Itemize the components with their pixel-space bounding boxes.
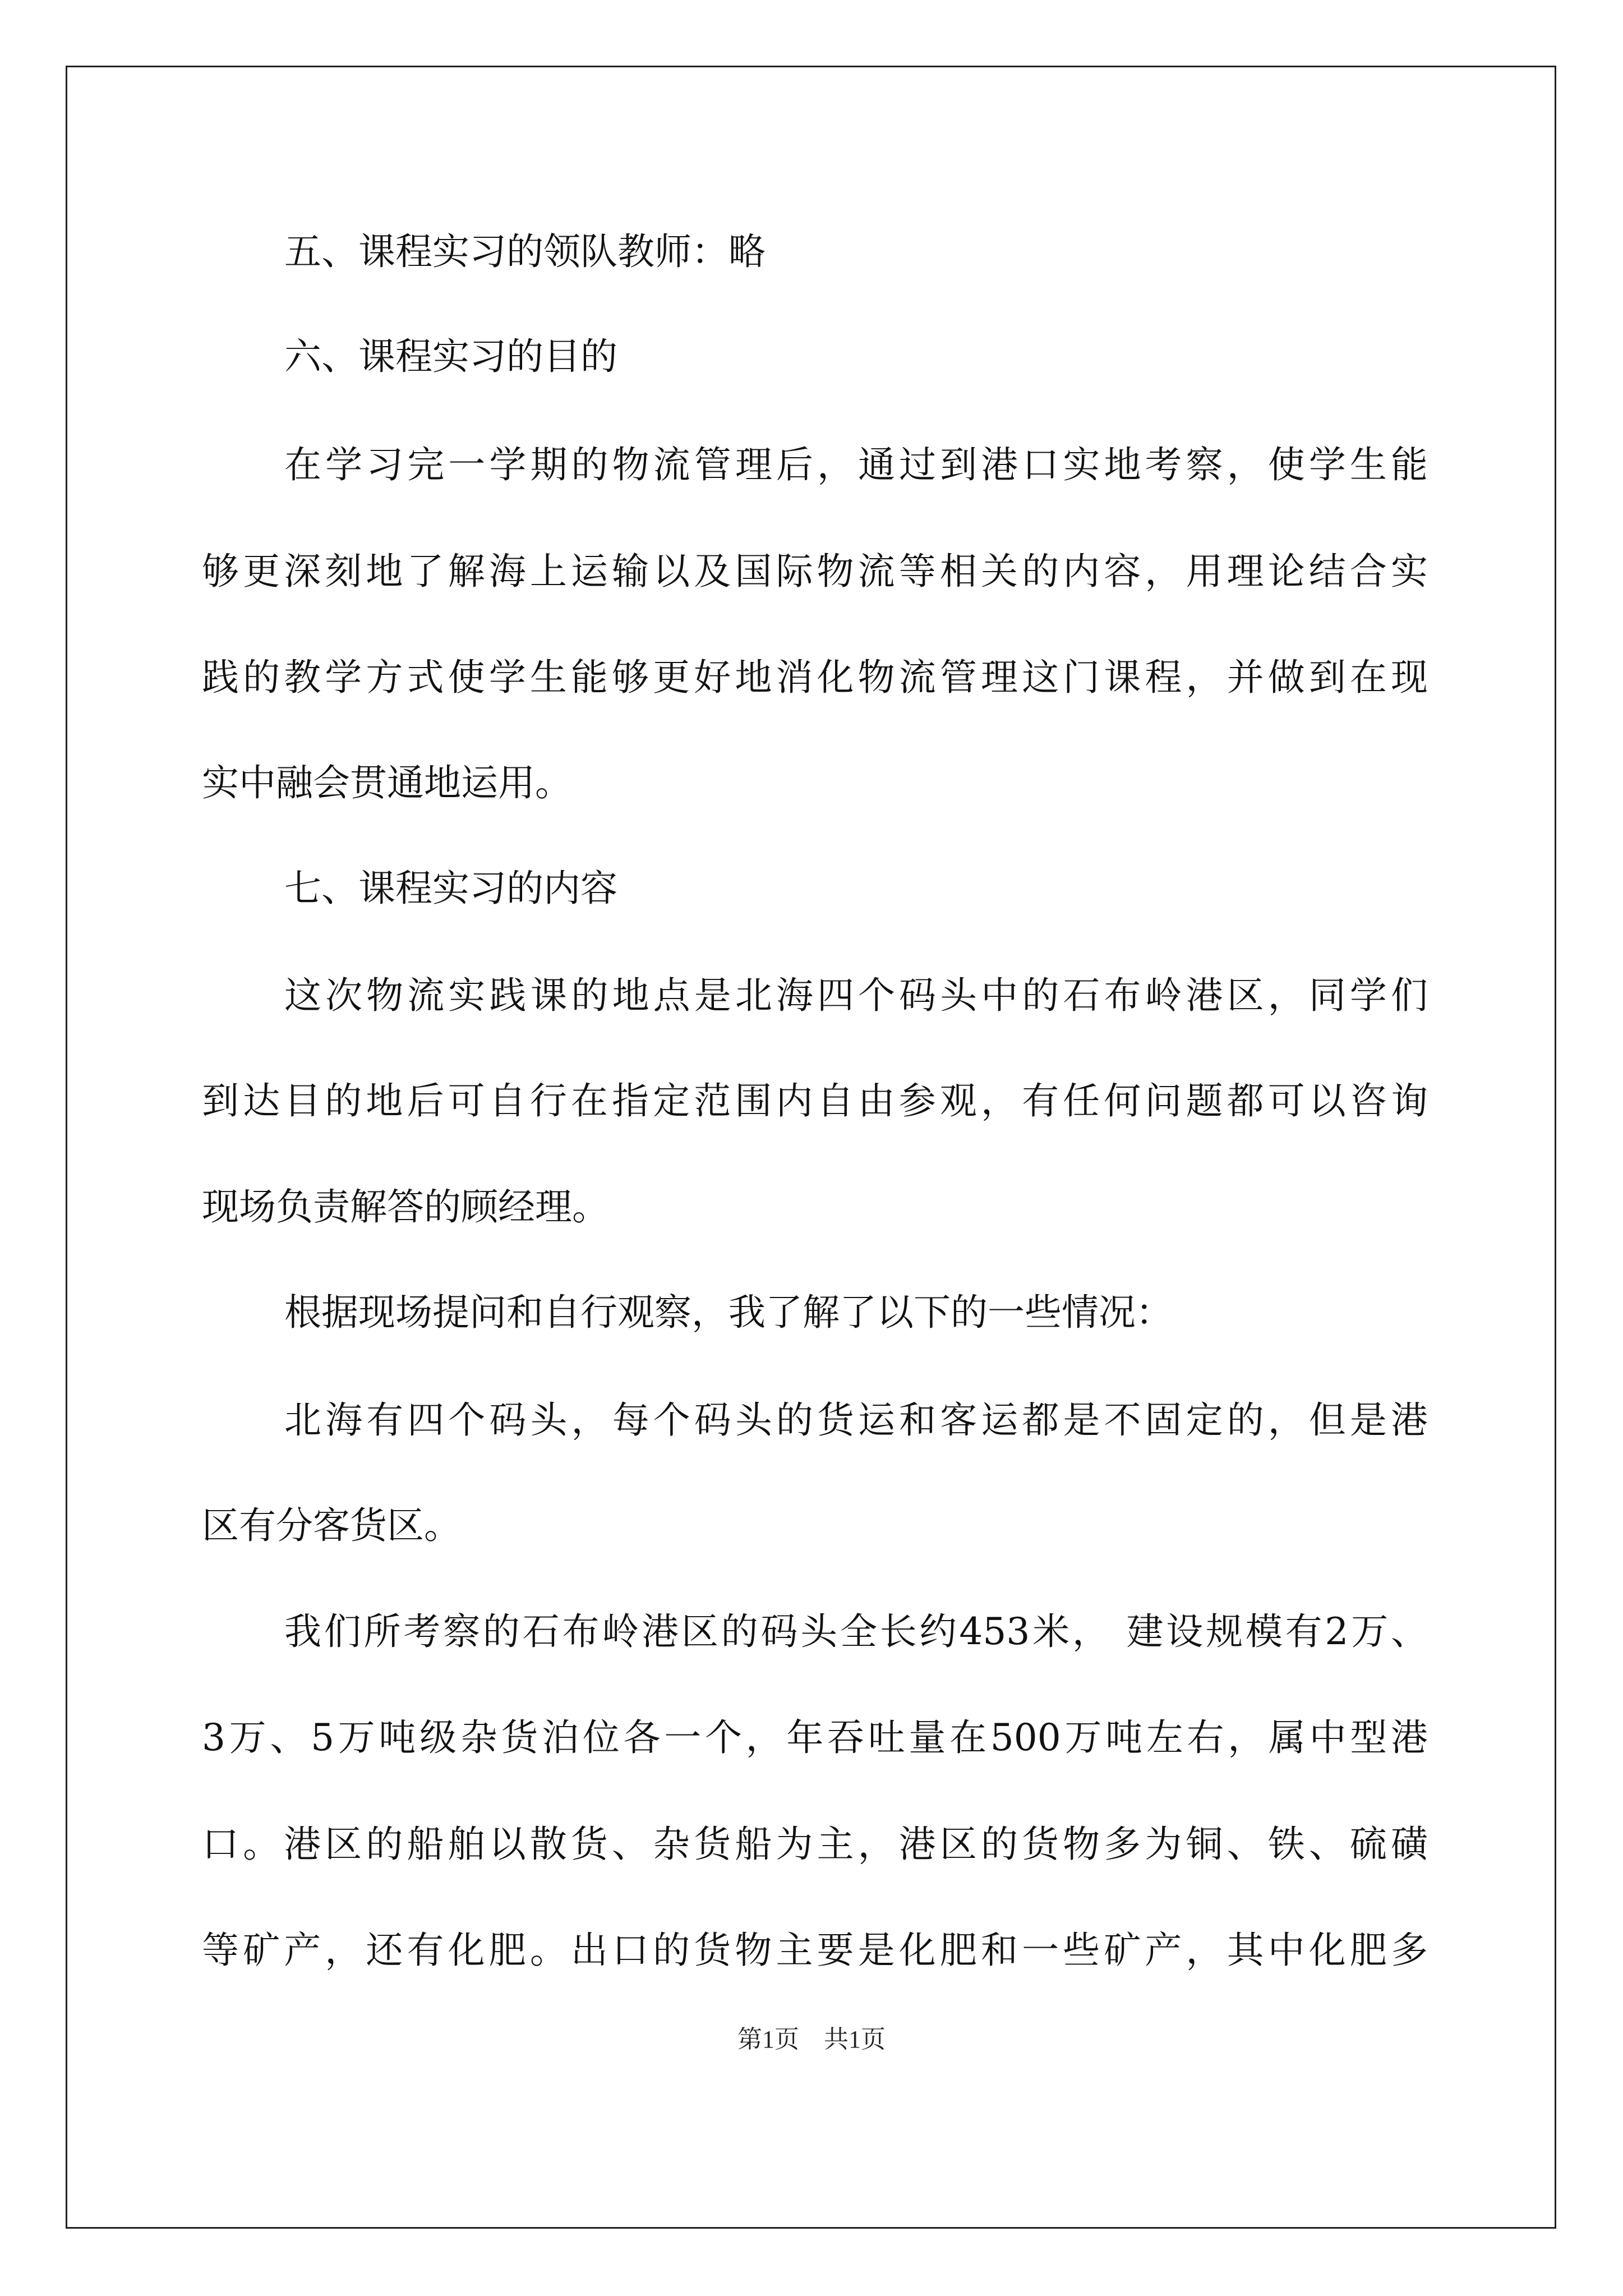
paragraph-line: 口。港区的船舶以散货、杂货船为主，港区的货物多为铜、铁、硫磺 xyxy=(202,1823,1428,1866)
paragraph-line: 在学习完一学期的物流管理后，通过到港口实地考察，使学生能 xyxy=(284,443,1428,486)
paragraph-line: 等矿产，还有化肥。出口的货物主要是化肥和一些矿产，其中化肥多 xyxy=(202,1929,1428,1972)
paragraph-line: 到达目的地后可自行在指定范围内自由参观，有任何问题都可以咨询 xyxy=(202,1079,1428,1122)
paragraph-line: 现场负责解答的顾经理。 xyxy=(202,1185,609,1228)
paragraph-line: 根据现场提问和自行观察，我了解了以下的一些情况： xyxy=(284,1291,1173,1334)
paragraph-line: 这次物流实践课的地点是北海四个码头中的石布岭港区，同学们 xyxy=(284,974,1428,1017)
section-heading-6: 六、课程实习的目的 xyxy=(284,335,617,378)
page-footer xyxy=(0,2023,1623,2056)
section-heading-5: 五、课程实习的领队教师：略 xyxy=(284,230,766,273)
paragraph-line: 够更深刻地了解海上运输以及国际物流等相关的内容，用理论结合实 xyxy=(202,550,1428,593)
paragraph-line: 实中融会贯通地运用。 xyxy=(202,761,572,804)
page-number: 第1页 xyxy=(737,2026,799,2053)
paragraph-line: 北海有四个码头，每个码头的货运和客运都是不固定的，但是港 xyxy=(284,1398,1428,1442)
paragraph-line: 践的教学方式使学生能够更好地消化物流管理这门课程，并做到在现 xyxy=(202,656,1428,699)
paragraph-line: 3万、5万吨级杂货泊位各一个，年吞吐量在500万吨左右，属中型港 xyxy=(202,1716,1428,1759)
paragraph-line: 区有分客货区。 xyxy=(202,1504,461,1547)
paragraph-line: 我们所考察的石布岭港区的码头全长约453米， 建设规模有2万、 xyxy=(284,1610,1428,1653)
page-total: 共1页 xyxy=(824,2026,886,2053)
page-border xyxy=(66,66,1556,2229)
section-heading-7: 七、课程实习的内容 xyxy=(284,867,617,910)
